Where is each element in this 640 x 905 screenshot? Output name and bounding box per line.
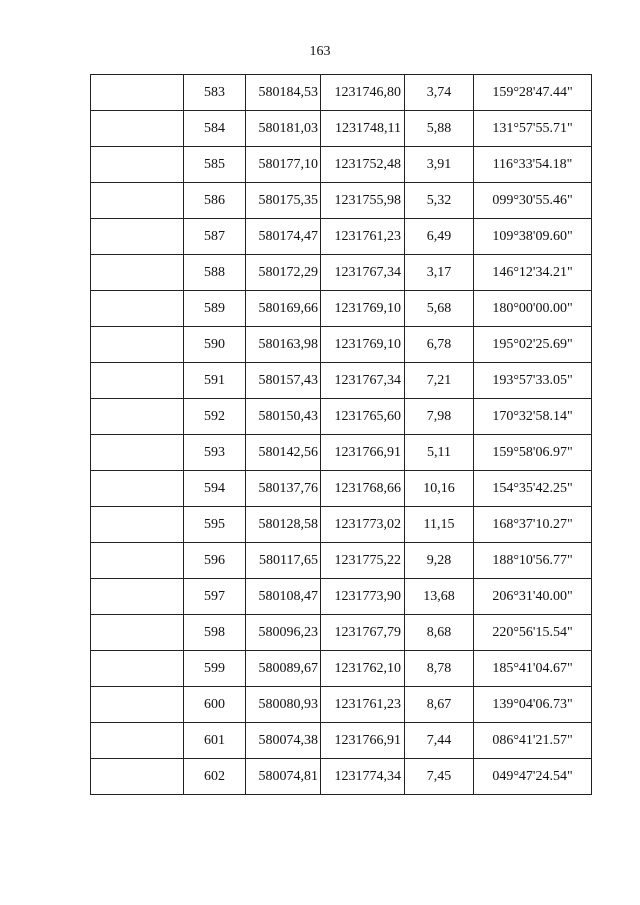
x-coordinate-value: 580177,10 [258, 157, 318, 172]
point-number-value: 590 [204, 337, 225, 352]
blank-cell [91, 219, 184, 255]
table-row [91, 507, 592, 543]
point-number-value: 597 [204, 589, 225, 604]
blank-cell [91, 687, 184, 723]
distance-value: 9,28 [426, 553, 452, 568]
angle-value: 170°32'58.14" [492, 409, 573, 424]
coordinates-table [90, 74, 592, 795]
distance-value: 8,67 [426, 697, 452, 712]
angle-cell [474, 723, 592, 759]
y-coordinate-cell [321, 759, 405, 795]
table-row [91, 363, 592, 399]
distance-value: 5,11 [427, 445, 451, 460]
distance-cell [405, 327, 474, 363]
point-number-cell [184, 363, 246, 399]
angle-cell [474, 255, 592, 291]
point-number-value: 595 [204, 517, 225, 532]
blank-cell [91, 111, 184, 147]
y-coordinate-value: 1231769,10 [334, 337, 401, 352]
angle-value: 168°37'10.27" [492, 517, 573, 532]
point-number-cell [184, 759, 246, 795]
angle-cell [474, 651, 592, 687]
table-row [91, 111, 592, 147]
x-coordinate-cell [246, 579, 321, 615]
x-coordinate-cell [246, 183, 321, 219]
x-coordinate-cell [246, 255, 321, 291]
y-coordinate-cell [321, 723, 405, 759]
blank-cell [91, 759, 184, 795]
distance-value: 5,32 [426, 193, 452, 208]
y-coordinate-value: 1231761,23 [334, 697, 401, 712]
point-number-value: 593 [204, 445, 225, 460]
table-row [91, 687, 592, 723]
x-coordinate-value: 580074,38 [258, 733, 318, 748]
angle-cell [474, 435, 592, 471]
point-number-value: 584 [204, 121, 225, 136]
x-coordinate-cell [246, 507, 321, 543]
blank-cell [91, 615, 184, 651]
blank-cell [91, 255, 184, 291]
x-coordinate-cell [246, 111, 321, 147]
distance-cell [405, 111, 474, 147]
table-row [91, 759, 592, 795]
y-coordinate-value: 1231767,34 [334, 373, 401, 388]
y-coordinate-cell [321, 147, 405, 183]
y-coordinate-cell [321, 579, 405, 615]
angle-cell [474, 759, 592, 795]
angle-cell [474, 75, 592, 111]
angle-cell [474, 147, 592, 183]
distance-cell [405, 759, 474, 795]
x-coordinate-value: 580108,47 [258, 589, 318, 604]
x-coordinate-cell [246, 327, 321, 363]
angle-cell [474, 579, 592, 615]
y-coordinate-value: 1231755,98 [334, 193, 401, 208]
angle-value: 195°02'25.69" [492, 337, 573, 352]
point-number-cell [184, 255, 246, 291]
x-coordinate-value: 580117,65 [259, 553, 318, 568]
y-coordinate-cell [321, 507, 405, 543]
angle-value: 206°31'40.00" [492, 589, 573, 604]
y-coordinate-cell [321, 291, 405, 327]
y-coordinate-cell [321, 255, 405, 291]
table-row [91, 543, 592, 579]
x-coordinate-value: 580163,98 [258, 337, 318, 352]
point-number-cell [184, 111, 246, 147]
y-coordinate-value: 1231748,11 [335, 121, 401, 136]
x-coordinate-value: 580172,29 [258, 265, 318, 280]
angle-cell [474, 363, 592, 399]
blank-cell [91, 399, 184, 435]
point-number-cell [184, 723, 246, 759]
y-coordinate-value: 1231775,22 [334, 553, 401, 568]
angle-value: 146°12'34.21" [492, 265, 573, 280]
y-coordinate-cell [321, 435, 405, 471]
distance-cell [405, 579, 474, 615]
x-coordinate-value: 580080,93 [258, 697, 318, 712]
table-row [91, 471, 592, 507]
angle-value: 188°10'56.77" [492, 553, 573, 568]
x-coordinate-cell [246, 687, 321, 723]
x-coordinate-value: 580157,43 [258, 373, 318, 388]
distance-cell [405, 507, 474, 543]
point-number-value: 594 [204, 481, 225, 496]
y-coordinate-value: 1231752,48 [334, 157, 401, 172]
point-number-cell [184, 291, 246, 327]
table-row [91, 183, 592, 219]
angle-cell [474, 471, 592, 507]
angle-cell [474, 399, 592, 435]
angle-value: 159°58'06.97" [492, 445, 573, 460]
point-number-cell [184, 543, 246, 579]
table-row [91, 723, 592, 759]
x-coordinate-value: 580096,23 [258, 625, 318, 640]
x-coordinate-cell [246, 147, 321, 183]
distance-cell [405, 615, 474, 651]
y-coordinate-value: 1231761,23 [334, 229, 401, 244]
coordinates-table-body [91, 75, 592, 795]
x-coordinate-cell [246, 75, 321, 111]
table-row [91, 615, 592, 651]
table-row [91, 579, 592, 615]
x-coordinate-cell [246, 471, 321, 507]
x-coordinate-value: 580181,03 [258, 121, 318, 136]
point-number-value: 598 [204, 625, 225, 640]
distance-cell [405, 75, 474, 111]
angle-value: 131°57'55.71" [492, 121, 573, 136]
x-coordinate-value: 580137,76 [258, 481, 318, 496]
point-number-cell [184, 435, 246, 471]
angle-value: 185°41'04.67" [492, 661, 573, 676]
point-number-value: 596 [204, 553, 225, 568]
distance-value: 11,15 [423, 517, 455, 532]
angle-value: 099°30'55.46" [492, 193, 573, 208]
x-coordinate-cell [246, 543, 321, 579]
point-number-value: 591 [204, 373, 225, 388]
point-number-cell [184, 471, 246, 507]
x-coordinate-cell [246, 615, 321, 651]
point-number-cell [184, 507, 246, 543]
point-number-cell [184, 399, 246, 435]
point-number-value: 583 [204, 85, 225, 100]
distance-value: 7,45 [426, 769, 452, 784]
angle-value: 193°57'33.05" [492, 373, 573, 388]
point-number-cell [184, 327, 246, 363]
blank-cell [91, 435, 184, 471]
distance-value: 7,44 [426, 733, 452, 748]
angle-value: 116°33'54.18" [492, 157, 573, 172]
y-coordinate-value: 1231762,10 [334, 661, 401, 676]
angle-cell [474, 327, 592, 363]
blank-cell [91, 75, 184, 111]
y-coordinate-cell [321, 75, 405, 111]
distance-cell [405, 291, 474, 327]
y-coordinate-value: 1231767,34 [334, 265, 401, 280]
y-coordinate-value: 1231773,90 [334, 589, 401, 604]
y-coordinate-cell [321, 651, 405, 687]
distance-value: 8,68 [426, 625, 452, 640]
y-coordinate-cell [321, 183, 405, 219]
x-coordinate-value: 580128,58 [258, 517, 318, 532]
page-number: 163 [309, 44, 331, 59]
distance-value: 5,88 [426, 121, 452, 136]
distance-cell [405, 651, 474, 687]
blank-cell [91, 291, 184, 327]
blank-cell [91, 579, 184, 615]
x-coordinate-value: 580174,47 [258, 229, 318, 244]
angle-value: 109°38'09.60" [492, 229, 573, 244]
point-number-cell [184, 687, 246, 723]
point-number-value: 601 [204, 733, 225, 748]
blank-cell [91, 183, 184, 219]
x-coordinate-cell [246, 363, 321, 399]
table-row [91, 651, 592, 687]
distance-cell [405, 723, 474, 759]
table-row [91, 435, 592, 471]
y-coordinate-value: 1231766,91 [334, 445, 401, 460]
angle-value: 086°41'21.57" [492, 733, 573, 748]
distance-value: 13,68 [423, 589, 455, 604]
blank-cell [91, 147, 184, 183]
point-number-value: 585 [204, 157, 225, 172]
distance-cell [405, 183, 474, 219]
y-coordinate-cell [321, 543, 405, 579]
y-coordinate-cell [321, 363, 405, 399]
angle-value: 154°35'42.25" [492, 481, 573, 496]
blank-cell [91, 507, 184, 543]
angle-cell [474, 111, 592, 147]
blank-cell [91, 471, 184, 507]
angle-cell [474, 543, 592, 579]
distance-value: 8,78 [426, 661, 452, 676]
distance-cell [405, 399, 474, 435]
angle-value: 159°28'47.44" [492, 85, 573, 100]
point-number-cell [184, 183, 246, 219]
table-row [91, 255, 592, 291]
distance-cell [405, 687, 474, 723]
distance-value: 6,49 [426, 229, 452, 244]
table-row [91, 399, 592, 435]
x-coordinate-cell [246, 219, 321, 255]
x-coordinate-cell [246, 723, 321, 759]
distance-value: 7,21 [426, 373, 452, 388]
angle-cell [474, 291, 592, 327]
y-coordinate-value: 1231768,66 [334, 481, 401, 496]
angle-cell [474, 687, 592, 723]
blank-cell [91, 651, 184, 687]
distance-cell [405, 471, 474, 507]
blank-cell [91, 543, 184, 579]
table-row [91, 75, 592, 111]
y-coordinate-cell [321, 399, 405, 435]
distance-cell [405, 219, 474, 255]
y-coordinate-cell [321, 327, 405, 363]
blank-cell [91, 723, 184, 759]
distance-value: 3,17 [426, 265, 452, 280]
distance-value: 5,68 [426, 301, 452, 316]
distance-value: 3,91 [426, 157, 452, 172]
x-coordinate-value: 580142,56 [258, 445, 318, 460]
x-coordinate-value: 580184,53 [258, 85, 318, 100]
x-coordinate-value: 580074,81 [258, 769, 318, 784]
blank-cell [91, 363, 184, 399]
x-coordinate-cell [246, 291, 321, 327]
x-coordinate-cell [246, 651, 321, 687]
point-number-cell [184, 147, 246, 183]
angle-value: 180°00'00.00" [492, 301, 573, 316]
distance-cell [405, 543, 474, 579]
y-coordinate-value: 1231774,34 [334, 769, 401, 784]
x-coordinate-value: 580089,67 [258, 661, 318, 676]
angle-value: 139°04'06.73" [492, 697, 573, 712]
point-number-value: 599 [204, 661, 225, 676]
angle-cell [474, 615, 592, 651]
distance-value: 6,78 [426, 337, 452, 352]
x-coordinate-cell [246, 435, 321, 471]
angle-cell [474, 183, 592, 219]
y-coordinate-value: 1231746,80 [334, 85, 401, 100]
y-coordinate-value: 1231773,02 [334, 517, 401, 532]
table-row [91, 147, 592, 183]
y-coordinate-value: 1231767,79 [334, 625, 401, 640]
point-number-cell [184, 615, 246, 651]
angle-value: 220°56'15.54" [492, 625, 573, 640]
point-number-cell [184, 651, 246, 687]
angle-cell [474, 219, 592, 255]
point-number-value: 592 [204, 409, 225, 424]
x-coordinate-value: 580169,66 [258, 301, 318, 316]
point-number-value: 588 [204, 265, 225, 280]
angle-value: 049°47'24.54" [492, 769, 573, 784]
y-coordinate-cell [321, 219, 405, 255]
x-coordinate-value: 580175,35 [258, 193, 318, 208]
angle-cell [474, 507, 592, 543]
y-coordinate-cell [321, 471, 405, 507]
distance-cell [405, 255, 474, 291]
point-number-value: 600 [204, 697, 225, 712]
distance-value: 3,74 [426, 85, 452, 100]
point-number-cell [184, 579, 246, 615]
distance-value: 7,98 [426, 409, 452, 424]
blank-cell [91, 327, 184, 363]
y-coordinate-value: 1231769,10 [334, 301, 401, 316]
y-coordinate-cell [321, 615, 405, 651]
distance-value: 10,16 [423, 481, 455, 496]
x-coordinate-value: 580150,43 [258, 409, 318, 424]
table-row [91, 291, 592, 327]
y-coordinate-value: 1231765,60 [334, 409, 401, 424]
table-row [91, 327, 592, 363]
y-coordinate-cell [321, 687, 405, 723]
y-coordinate-cell [321, 111, 405, 147]
distance-cell [405, 363, 474, 399]
point-number-value: 586 [204, 193, 225, 208]
distance-cell [405, 435, 474, 471]
x-coordinate-cell [246, 759, 321, 795]
point-number-cell [184, 219, 246, 255]
y-coordinate-value: 1231766,91 [334, 733, 401, 748]
point-number-value: 602 [204, 769, 225, 784]
table-row [91, 219, 592, 255]
point-number-value: 589 [204, 301, 225, 316]
point-number-cell [184, 75, 246, 111]
x-coordinate-cell [246, 399, 321, 435]
point-number-value: 587 [204, 229, 225, 244]
distance-cell [405, 147, 474, 183]
